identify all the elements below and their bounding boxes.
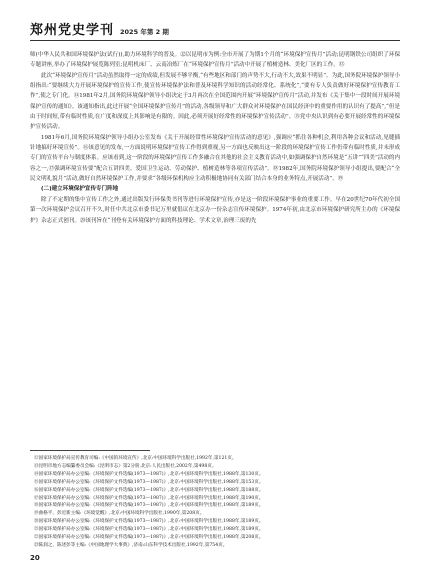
footnote: ㉒国家环境保护局办公室编:《环境保护文件选编(1973—1987)》,北京:中国环境科学出版社,1988年,第208页。 (34, 535, 264, 541)
footnote: ㉑国家环境保护局办公室编:《环境保护文件选编(1973—1987)》,北京:中国环境科学出版社,1988年,第189页。 (34, 527, 264, 533)
footnote: ⑲曲格平、彭近新主编:《环境觉醒》,北京:中国环境科学出版社,1990年,第208页。 (34, 511, 205, 517)
journal-title: 郑州党史学刊 (30, 23, 115, 38)
issue-label: 2025 年第 2 期 (120, 28, 169, 36)
footnotes (34, 455, 400, 550)
paragraph: 1981年6月,国务院环境保护领导小组办公室发布《关于开展经常性环境保护宣传活动的意见》,强调应“抓住各种机会,利用各种会议和活动,见缝插针地搞好环境宣传”。⑯该意见的发布,一方面说明环境保护宣传工作得到重视,另一方面也反映出这一阶段的环境保护宣传工作仍带有临时性质,并未形成专门的宣传平台与制度体系。应该看到,这一阶段的环境保护宣传工作多融合在其他的社会主义教育活动中,如强调保护自然环境是“五讲”“四美”活动的内容之一,⑰强调环境宣传要“配合五讲四美、爱国卫生运动、劳动保护、植树造林等各项宣传活动”。⑱1982年,国务院环境保护领导小组提出,要配合“全民文明礼貌月”活动,做好自然环境保护工作,并要求“各级环保机构应主动积极地协同有关部门结合本身的业务特点,开展活动”。⑲ (30, 134, 400, 183)
section-heading: (二)建立环境保护宣传专门阵地 (41, 186, 119, 193)
paragraph: 除了不定期的集中宣传工作之外,通过出版发行环保类书刊等进行环境保护宣传,亦是这一阶段环境保护事业的重要工作。早在20世纪70年代初全国第一次环境保护会议召开不久,时任中共北京市委书记万里就倡议在北京办一份杂志宣传环境保护。1974年初,由北京市环境保护研究所主办的《环境保护》杂志正式创刊。⑳该刊旨在“刊登有关环境保护方面的科技理论、学术文章,治理三废的先 (30, 196, 400, 224)
paragraph: 此次“环境保护宣传月”活动虽然取得一定的成绩,但发展不够平衡,“有些地区和部门的声势不大,行动不大,效果不明显”。为此,国务院环境保护领导小组指出:“要继续大力开展环境保护的宣传工作,使宣传环境保护法和普及环境科学知识的活动经常化、系统化”,“要有专人负责做好环境保护宣传教育工作”,使之专门化。⑭1981年2月,国务院环境保护领导小组决定于3月再次在全国范围内开展“环境保护宣传月”活动,并发布《关于集中一段时间开展环境保护宣传的通知》。该通知指出,此过开展“全国环境保护宣传月”的活动,各级领导和广大群众对环境保护在国民经济中的重要作用的认识有了提高”,“但是由于时间短,带有临时性质,在广度和深度上其影响是有限的。因此,必须开展好经常性的环境保护宣传活动”。⑮党中央认识到有必要开展经常性的环境保护宣传活动。 (30, 72, 400, 131)
footnote: ⑭国家环境保护局办公室编:《环境保护文件选编(1973—1987)》,北京:中国环境科学出版社,1988年,第130页。 (34, 471, 264, 477)
page-number: 20 (30, 554, 40, 562)
footnote-divider (30, 450, 150, 451)
running-header (30, 18, 400, 38)
article-body (30, 50, 400, 226)
header-rule (30, 40, 400, 41)
footnote: ⑱国家环境保护局办公室编:《环境保护文件选编(1973—1987)》,北京:中国环境科学出版社,1988年,第189页。 (34, 503, 264, 509)
footnote: ⑮国家环境保护局办公室编:《环境保护文件选编(1973—1987)》,北京:中国环境科学出版社,1988年,第153页。 (34, 479, 264, 485)
footnote: ⑳国家环境保护局办公室编:《环境保护文件选编(1973—1987)》,北京:中国环境科学出版社,1988年,第189页。 (34, 519, 264, 525)
footnote: ⑰国家环境保护局办公室编:《环境保护文件选编(1973—1987)》,北京:中国环境科学出版社,1988年,第190页。 (34, 495, 264, 501)
footnote: ⑬昆明市地方志编纂委员会编:《昆明市志》第2分册,北京:人民出版社,2002年,第498页。 (34, 463, 217, 469)
footnote: ㉓陈润之、陈述彭等主编:《中国地理学大事典》,济南:山东科学技术出版社,1992年,第754页。 (34, 542, 228, 548)
footnote: ⑯国家环境保护局办公室编:《环境保护文件选编(1973—1987)》,北京:中国环境科学出版社,1988年,第188页。 (34, 487, 264, 493)
footnote: ⑫国家环境保护局宣传教育司编:《中国的环境宣传》,北京:中国环境科学出版社,1992年,第121页。 (34, 456, 237, 461)
paragraph: 师(中华人民共和国环境保护法(试行)),助力环境科学的普及。⑫以昆明市为例:全市开展了为期1个月的“环境保护宣传月”活动;昆明钢铁公司组织了环保专题讲座,举办了环境保护展览陈列室;昆明机床厂、云南冶炼厂在“环境保护宣传月”活动中开展了植树造林、美化厂区的工作。⑬ (30, 52, 400, 69)
